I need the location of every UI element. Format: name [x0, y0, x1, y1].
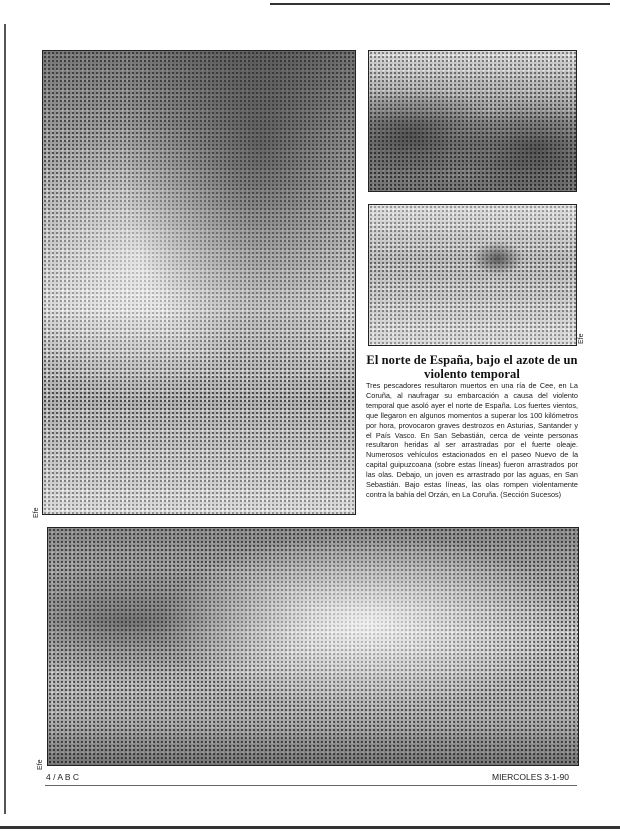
- photo-credit-bottom: Efe: [37, 759, 44, 770]
- photo-credit-right: Efe: [578, 333, 585, 344]
- photo-flooded-cars: [368, 50, 577, 192]
- page-number: 4 / A B C: [46, 772, 80, 782]
- photo-credit-left: Efe: [33, 507, 40, 518]
- photo-waves-promenade: [42, 50, 356, 515]
- article-body: Tres pescadores resultaron muertos en una ría de Cee, en La Coruña, al naufragar su embarcación a causa del violento temporal que asoló ayer el norte de España. Los fuertes vientos, que llegaron en algunos momentos a superar los 100 kilómetros por hora, provocaron graves destrozos en Asturias, Santander y el País Vasco. En San Sebastián, cerca de veinte personas resultaron heridas al ser arrastradas por el fuerte oleaje. Numerosos vehículos estacionados en el paseo Nuevo de la capital guipuzcoana (sobre estas líneas) fueron arrastrados por las olas. Debajo, un joven es arrastrado por las aguas, en San Sebastián. Bajo estas líneas, las olas rompen violentamente contra la bahía del Orzán, en La Coruña. (Sección Sucesos): [366, 381, 578, 499]
- photo-man-in-water: [368, 204, 577, 346]
- left-scan-edge: [4, 24, 6, 814]
- bottom-scan-line: [0, 826, 620, 829]
- footer-rule: [45, 785, 577, 786]
- top-scan-line: [270, 3, 610, 5]
- article-headline: El norte de España, bajo el azote de un violento temporal: [366, 353, 578, 381]
- photo-waves-bay: [47, 527, 579, 766]
- issue-date: MIERCOLES 3-1-90: [492, 772, 569, 782]
